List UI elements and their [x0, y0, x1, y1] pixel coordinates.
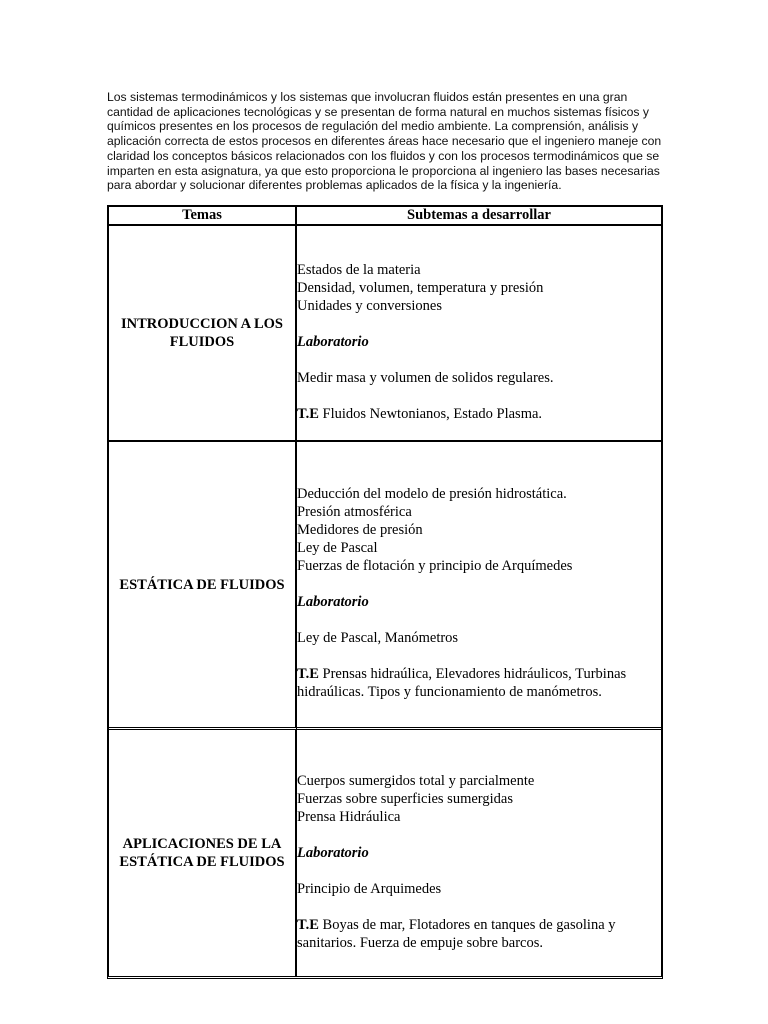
subtema-item: Fuerzas sobre superficies sumergidas — [297, 790, 513, 807]
subtema-item: Prensa Hidráulica — [297, 808, 401, 825]
lab-text: Principio de Arquimedes — [297, 880, 442, 897]
tema-cell: APLICACIONES DE LA ESTÁTICA DE FLUIDOS — [109, 730, 297, 976]
te-line — [297, 916, 661, 952]
lab-label: Laboratorio — [297, 844, 369, 861]
table-row — [109, 730, 661, 976]
subtema-item: Deducción del modelo de presión hidrostática. — [297, 486, 567, 502]
subtema-item: Fuerzas de flotación y principio de Arquímedes — [297, 558, 573, 574]
table-header-row — [109, 207, 661, 226]
lab-label: Laboratorio — [297, 333, 369, 350]
te-label: T.E — [297, 916, 319, 933]
header-subtemas: Subtemas a desarrollar — [297, 207, 661, 226]
subtema-item: Presión atmosférica — [297, 504, 412, 520]
subtema-item: Estados de la materia — [297, 261, 421, 278]
te-text: Fluidos Newtonianos, Estado Plasma. — [318, 405, 543, 422]
subtema-item: Medidores de presión — [297, 522, 423, 538]
subtemas-cell — [297, 226, 661, 442]
te-line — [297, 665, 661, 701]
table-row — [109, 226, 661, 442]
table-row — [109, 442, 661, 730]
subtemas-cell — [297, 730, 661, 976]
lab-text: Ley de Pascal, Manómetros — [297, 630, 459, 646]
te-label: T.E — [297, 405, 319, 422]
syllabus-table — [107, 205, 663, 979]
intro-paragraph: Los sistemas termodinámicos y los sistemas que involucran fluidos están presentes en una gran cantidad de aplicaciones tecnológicas y se presentan de forma natural en muchos sistemas físicos y químicos presentes en los procesos de regulación del medio ambiente. La comprensión, análisis y aplicación correcta de estos procesos en diferentes áreas hace necesario que el ingeniero maneje con claridad los conceptos básicos relacionados con los fluidos y con los procesos termodinámicos que se imparten en esta asignatura, ya que esto proporciona le proporciona al ingeniero las bases necesarias para abordar y solucionar diferentes problemas aplicados de la física y la ingeniería. — [107, 90, 662, 193]
te-line — [297, 405, 661, 423]
header-temas: Temas — [109, 207, 297, 226]
tema-cell: INTRODUCCION A LOS FLUIDOS — [109, 226, 297, 442]
lab-text: Medir masa y volumen de solidos regulares. — [297, 369, 554, 386]
subtema-item: Cuerpos sumergidos total y parcialmente — [297, 772, 535, 789]
te-text: Prensas hidraúlica, Elevadores hidráulicos, Turbinas hidraúlicas. Tipos y funcionamiento de manómetros. — [297, 666, 627, 700]
te-label: T.E — [297, 666, 319, 682]
subtema-item: Ley de Pascal — [297, 540, 378, 556]
subtemas-cell — [297, 442, 661, 730]
subtema-item: Densidad, volumen, temperatura y presión — [297, 279, 544, 296]
te-text: Boyas de mar, Flotadores en tanques de gasolina y sanitarios. Fuerza de empuje sobre barcos. — [297, 916, 616, 951]
lab-label: Laboratorio — [297, 594, 369, 610]
subtema-item: Unidades y conversiones — [297, 297, 442, 314]
tema-cell: ESTÁTICA DE FLUIDOS — [109, 442, 297, 730]
